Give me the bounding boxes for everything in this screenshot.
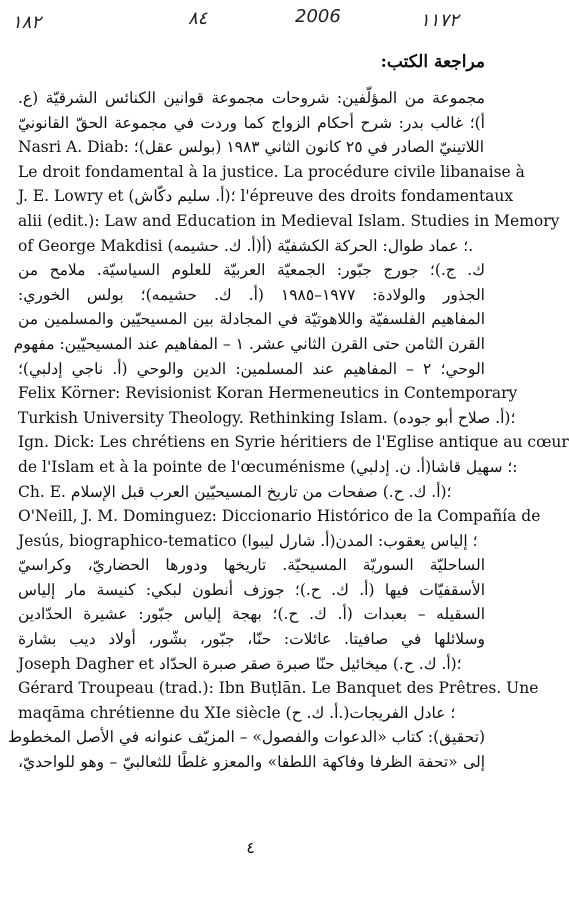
text-line: (تحقيق): كتاب «الدعوات والفصول» – المزيّف عنوانه في الأصل المخطوط (7, 728, 485, 747)
text-line: alii (edit.): Law and Education in Medieval Islam. Studies in Memory (18, 211, 560, 230)
text-line: J. E. Lowry et ؛(أ. سليم دكّاش) l'épreuve des droits fondamentaux (18, 187, 514, 206)
text-line: Nasri A. Diab: اللاتينيّ الصادر في ٢٥ كانون الثاني ١٩٨٣ (بولس عقل)؛ (18, 138, 485, 157)
text-line: Ign. Dick: Les chrétiens en Syrie héritiers de l'Eglise antique au cœur (18, 433, 569, 452)
text-line: ك. ج.)؛ جورج جبّور: الجمعيّة العربيّة للعلوم السياسيّة. ملامح من (18, 261, 485, 280)
book-reviews-body (7, 86, 569, 775)
handwritten-note-middle: ٨٤ (188, 8, 208, 29)
text-line: المفاهيم الفلسفيّة واللاهوتيّة في المجادلة بين المسيحيّين والمسلمين من (18, 310, 485, 329)
text-line: Ch. E. ؛(أ. ك. ح.) صفحات من تاريخ المسيحيّين العرب قبل الإسلام (18, 482, 452, 501)
text-line: of George Makdisi (أ. ك. حشيمه)؛ عماد طوال: الحركة الكشفيّة (أ. (18, 236, 474, 255)
text-line: إلى «تحفة الظرفا وفاكهة اللطفا» والمعزو غلطًا للثعالبيّ – وهو للواحديّ، (18, 753, 485, 772)
book-reviews-page (7, 52, 569, 775)
page-number: ٤ (246, 838, 255, 857)
text-line: وسلائلها في صافيتا. عائلات: حنّا، جبّور، بشّور، أولاد ديب بشارة (18, 630, 485, 649)
handwritten-annotations (0, 0, 501, 40)
handwritten-note-right: ۱۱۷۲ (420, 10, 459, 31)
handwritten-note-left: ۱۸۲ (12, 12, 42, 33)
text-line: الساحليّة السوريّة المسيحيّة. تاريخها ودورها الحضاريّ، وكراسيّ (18, 556, 485, 575)
text-line: الجذور والولادة: ١٩٧٧–١٩٨٥ (أ. ك. حشيمه)؛ بولس الخوري: (18, 285, 485, 304)
text-line: السقيله – بعبدات (أ. ك. ح.)؛ بهجة إلياس جبّور: عشيرة الحدّادين (18, 605, 485, 624)
text-line: maqāma chrétienne du XIe siècle (أ. ك. ح.)؛ عادل الفريجات (18, 703, 456, 722)
text-line: مجموعة من المؤلّفين: شروحات مجموعة قوانين الكنائس الشرقيّة (ع. (18, 89, 485, 107)
text-line: الأسقفيّات فيها (أ. ك. ح.)؛ جوزف أنطون لبكي: كنيسة مار إلياس (18, 580, 485, 599)
text-line: أ)؛ غالب بدر: شرح أحكام الزواج كما وردت في مجموعة الحقّ القانونيّ (18, 113, 485, 132)
text-line: القرن الثامن حتى القرن الثاني عشر. ١ – المفاهيم عند المسيحيّين: مفهوم (13, 334, 485, 353)
text-line: O'Neill, J. M. Dominguez: Diccionario Histórico de la Compañía de (18, 507, 541, 526)
text-line: Le droit fondamental à la justice. La procédure civile libanaise à (18, 162, 525, 181)
text-line: Turkish University Theology. Rethinking Islam. (أ. صلاح أبو جوده)؛ (18, 408, 516, 427)
text-line: Felix Körner: Revisionist Koran Hermeneutics in Contemporary (18, 384, 518, 403)
text-line: Jesús, biographico-tematico (أ. شارل ليبوا)؛ إلياس يعقوب: المدن (18, 531, 478, 550)
text-line: الوحي؛ ٢ – المفاهيم عند المسلمين: الدين والوحي (أ. ناجي إدلبي)؛ (18, 359, 485, 378)
text-line: Joseph Dagher et ؛(أ. ك. ح.) ميخائيل حنّا صبرة صقر صبرة الحدّاد (18, 654, 462, 673)
text-line: de l'Islam et à la pointe de l'œcuménisme (أ. ن. إدلبي)؛ سهيل قاشا: (18, 457, 518, 476)
handwritten-year: 2006 (295, 6, 341, 27)
section-heading: مراجعة الكتب: (380, 52, 485, 72)
text-line: Gérard Troupeau (trad.): Ibn Buṭlān. Le Banquet des Prêtres. Une (18, 679, 539, 698)
